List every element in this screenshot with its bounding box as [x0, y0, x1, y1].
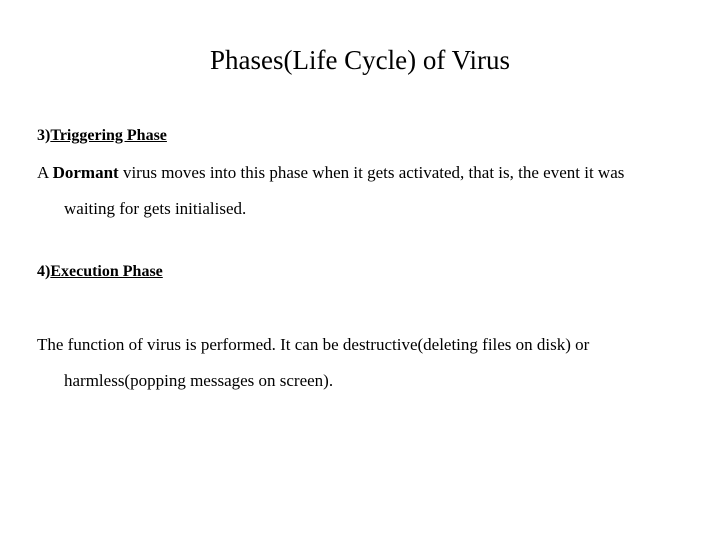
- paragraph-prefix: A: [37, 163, 53, 182]
- section-paragraph-execution: [37, 327, 697, 399]
- section-heading-text: Execution Phase: [50, 263, 163, 280]
- slide-title: Phases(Life Cycle) of Virus: [209, 45, 511, 75]
- section-heading-text: Triggering Phase: [50, 127, 167, 144]
- section-heading-execution: [37, 262, 163, 282]
- paragraph-line2: waiting for gets initialised.: [64, 199, 247, 218]
- dormant-term: Dormant: [52, 163, 119, 182]
- paragraph-line1: The function of virus is performed. It can be destructive(deleting files on disk) or: [37, 335, 590, 354]
- section-number: 4): [37, 263, 51, 280]
- paragraph-line2: harmless(popping messages on screen).: [64, 371, 334, 390]
- section-heading-triggering: [37, 126, 167, 146]
- section-paragraph-triggering: [37, 155, 697, 227]
- section-number: 3): [37, 127, 51, 144]
- paragraph-line1-rest: virus moves into this phase when it gets activated, that is, the event it was: [118, 163, 625, 182]
